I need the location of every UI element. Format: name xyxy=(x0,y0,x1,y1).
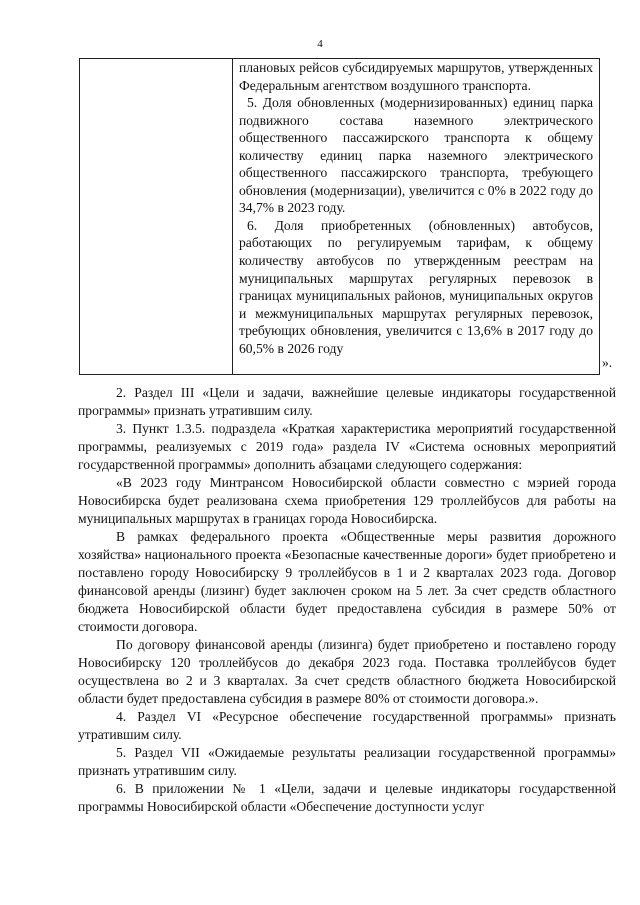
indicator-para-5: 5. Доля обновленных (модернизированных) единиц парка подвижного состава наземного электрического общественного пассажирского транспорта к общему количеству единиц парка наземного электрического общественного пассажирского транспорта, требующего обновления (модернизации), увеличится с 0% в 2022 году до 34,7% в 2023 году. xyxy=(239,95,593,216)
page-number: 4 xyxy=(317,38,323,50)
table-empty-cell xyxy=(80,59,233,375)
indicator-para-continued: плановых рейсов субсидируемых маршрутов, утвержденных Федеральным агентством воздушного транспорта. xyxy=(239,60,593,93)
continuation-table xyxy=(79,58,600,375)
paragraph-3: 3. Пункт 1.3.5. подраздела «Краткая характеристика мероприятий государственной программы, реализуемых с 2019 года» раздела IV «Система основных мероприятий государственной программы» дополнить абзацами следующего содержания: xyxy=(78,421,616,472)
paragraph-2: 2. Раздел III «Цели и задачи, важнейшие целевые индикаторы государственной программы» признать утратившим силу. xyxy=(78,385,616,418)
paragraph-6: 6. В приложении № 1 «Цели, задачи и целевые индикаторы государственной программы Новосибирской области «Обеспечение доступности услуг xyxy=(78,781,616,814)
paragraph-5: 5. Раздел VII «Ожидаемые результаты реализации государственной программы» признать утратившим силу. xyxy=(78,745,616,778)
table-indicators-cell xyxy=(233,59,600,375)
paragraph-4: 4. Раздел VI «Ресурсное обеспечение государственной программы» признать утратившим силу. xyxy=(78,709,616,742)
indicator-para-6: 6. Доля приобретенных (обновленных) автобусов, работающих по регулируемым тарифам, к общему количеству автобусов по утвержденным реестрам на муниципальных маршрутах регулярных перевозок в границах муниципальных районов, муниципальных округов и межмуниципальных маршрутах регулярных перевозок, требующих обновления, увеличится с 13,6% в 2017 году до 60,5% в 2026 году xyxy=(239,217,593,356)
paragraph-3-quote-3: По договору финансовой аренды (лизинга) будет приобретено и поставлено городу Новосибирску 120 троллейбусов до декабря 2023 года. Поставка троллейбусов будет осуществлена во 2 и 3 кварталах. За счет средств областного бюджета Новосибирской области будет предоставлена субсидия в размере 80% от стоимости договора.». xyxy=(78,637,616,706)
closing-quote: ». xyxy=(602,355,613,370)
document-body xyxy=(78,384,616,816)
paragraph-3-quote-1: «В 2023 году Минтрансом Новосибирской области совместно с мэрией города Новосибирска будет реализована схема приобретения 129 троллейбусов для работы на муниципальных маршрутах в границах города Новосибирска. xyxy=(78,475,616,526)
paragraph-3-quote-2: В рамках федерального проекта «Общественные меры развития дорожного хозяйства» национального проекта «Безопасные качественные дороги» будет приобретено и поставлено городу Новосибирску 9 троллейбусов в 1 и 2 кварталах 2023 года. Договор финансовой аренды (лизинг) будет заключен сроком на 5 лет. За счет средств областного бюджета Новосибирской области будет предоставлена субсидия в размере 50% от стоимости договора. xyxy=(78,529,616,634)
table-row xyxy=(80,59,600,375)
